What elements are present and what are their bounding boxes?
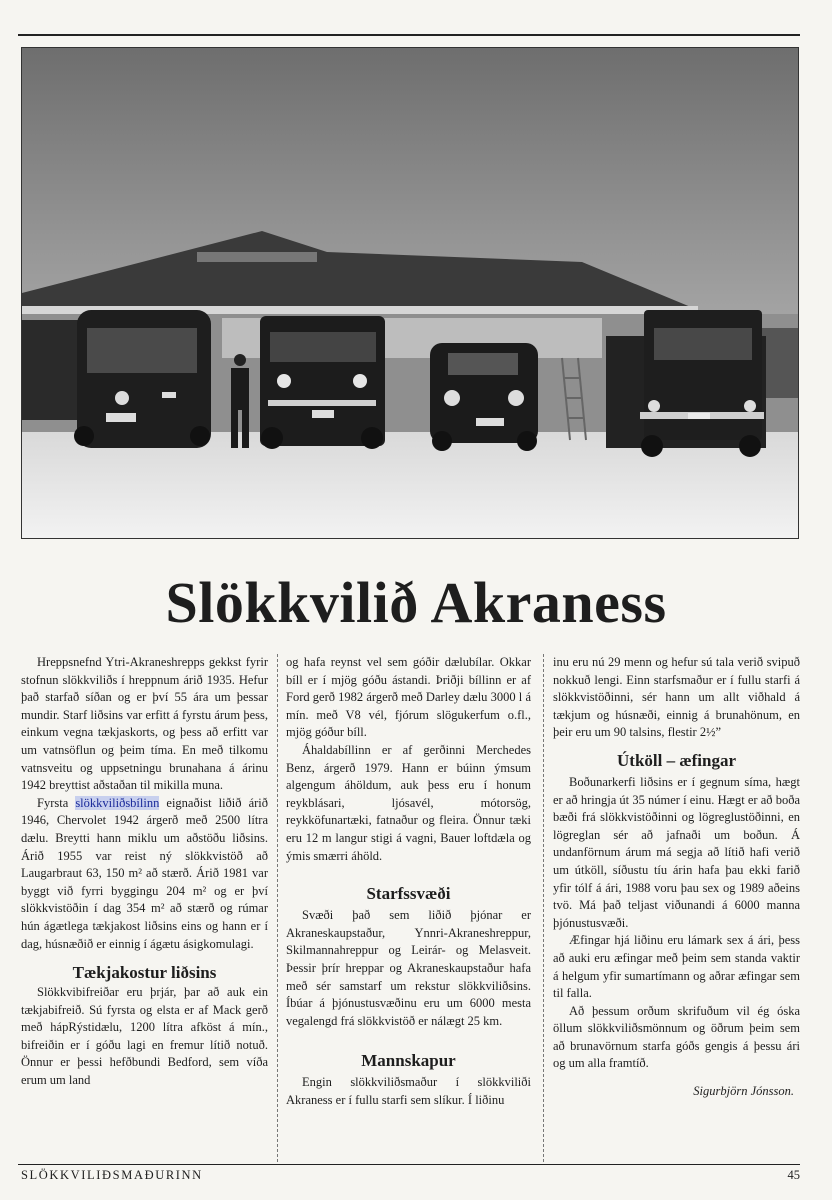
top-rule <box>18 34 800 36</box>
section-heading-equipment: Tækjakostur liðsins <box>72 963 217 983</box>
publication-name: SLÖKKVILIÐSMAÐURINN <box>21 1168 203 1182</box>
paragraph: Boðunarkerfi liðsins er í gegnum síma, hægt er að hringja út 35 númer í einu. Hægt er að boða bæði frá slökkvistöðinni og lögreglustöðinni, en lögreglan sér að jafnaði um boðun. Á undanförnum árum má segja að lítið hafi verið um útköll, síðustu tíu árin hafa þau ekki farið yfir tólf á ári, 1988 voru þau sex og 1989 aðeins tvö. Má það teljast viðunandi á 6000 manna þjónustusvæði. <box>553 774 800 930</box>
paragraph: og hafa reynst vel sem góðir dælubílar. Okkar bíll er í mjög góðu ástandi. Þriðji bíllinn er af Ford gerð 1982 árgerð með Darley dælu 3000 l á mín. með V8 vél, fjórum slögukerfum o.fl., mjög góður bíll. <box>286 655 531 740</box>
paragraph: Engin slökkviliðsmaður í slökkviliði Akraness er í fullu starfi sem slíkur. Í liðinu <box>286 1075 531 1107</box>
paragraph: Að þessum orðum skrifuðum vil ég óska öllum slökkviliðsmönnum og öðrum þeim sem að brunavörnum starfa góðs gengis á þessu ári og um alla framtíð. <box>553 1003 800 1071</box>
text-column-1 <box>21 654 268 1090</box>
paragraph: Æfingar hjá liðinu eru lámark sex á ári, þess að auki eru æfingar með þeim sem standa vaktir á helgum yfir sumartímann og aðrar æfingar sem til falla. <box>553 933 800 1001</box>
paragraph: Svæði það sem liðið þjónar er Akraneskaupstaður, Ynnri-Akraneshreppur, Skilmannahreppur og Leirár- og Melasveit. Þessir þrír hreppar og Akraneskaupstaður hafa með sér samstarf um rekstur slökkviliðsins. Íbúar á þjónustusvæðinu eru um 6000 mesta vegalengd frá slökkvistöð er nálægt 25 km. <box>286 908 531 1028</box>
paragraph: Hreppsnefnd Ytri-Akraneshrepps gekkst fyrir stofnun slökkviliðs í hreppnum árið 1935. Hefur það starfað síðan og er því 55 ára um þessar mundir. Starf liðsins var erfitt á fyrstu árum þess, einkum vegna tækjaskorts, og þess að erfitt var um vatnsöflun og þeim tíma. En með tilkomu vatnsveitu og uppsetningu brunahana á árinu 1942 breyttist aðstaðan til mikilla muna. <box>21 655 268 793</box>
section-heading-service-area: Starfssvæði <box>366 884 451 904</box>
fire-station-photo <box>21 47 799 539</box>
footer-rule <box>18 1164 800 1165</box>
article-title: Slökkvilið Akraness <box>165 570 667 635</box>
column-divider <box>277 654 278 1162</box>
section-heading-staffing: Mannskapur <box>361 1051 456 1071</box>
page-number: 45 <box>787 1168 800 1182</box>
text-column-2 <box>286 654 531 1109</box>
paragraph: Slökkvibifreiðar eru þrjár, þar að auk ein tækjabifreið. Sú fyrsta og elsta er af Mack gerð með hápRýstidælu, 1200 lítra afköst á mín., bifreiðin er í góðu lagi en fremur lítið notuð. Önnur er þessi hefðbundi Bedford, sem víða erum um land <box>21 985 268 1088</box>
text-span: eignaðist liðið árið 1946, Chervolet 1942 árgerð með 2500 lítra dælu. Breytti hann miklu um aðstöðu liðsins. Árið 1955 var reist ný slökkvistöð að Laugarbraut 63, 150 m² að stærð. Árið 1981 var byggt við fyrri byggingu 204 m² og er því slökkvistöðin í dag 354 m² að stærð og rúmar hún ágætlega tækjakost liðsins eins og hann er í dag, húsnæðið er einnig í ágætu ásigkomulagi. <box>21 795 269 951</box>
paragraph: Áhaldabíllinn er af gerðinni Merchedes Benz, árgerð 1979. Hann er búinn ýmsum algengum áhöldum, auk þess eru í honum reykblásari, ljósavél, mótorsög, reykköfunartæki, fatnaður og fleira. Önnur tæki eru 12 m langur stigi á vagni, Bauer loftdæla og ýmis smærri áhöld. <box>286 742 531 863</box>
paragraph <box>21 795 268 953</box>
text-column-3 <box>553 654 800 1101</box>
text-span: Fyrsta <box>37 795 76 810</box>
highlighted-word[interactable]: slökkviliðsbílinn <box>75 795 160 810</box>
author-signature: Sigurbjörn Jónsson. <box>693 1084 794 1099</box>
column-divider <box>543 654 544 1162</box>
paragraph: inu eru nú 29 menn og hefur sú tala verið svipuð nokkuð lengi. Einn starfsmaður er í fullu starfi á slökkvistöðinni, sér hann um allt viðhald á tækjum og húsnæði, einnig á brunahönum, en þeir eru um 90 talsins, flestir 2½” <box>553 655 800 740</box>
section-heading-callouts: Útköll – æfingar <box>617 750 736 770</box>
